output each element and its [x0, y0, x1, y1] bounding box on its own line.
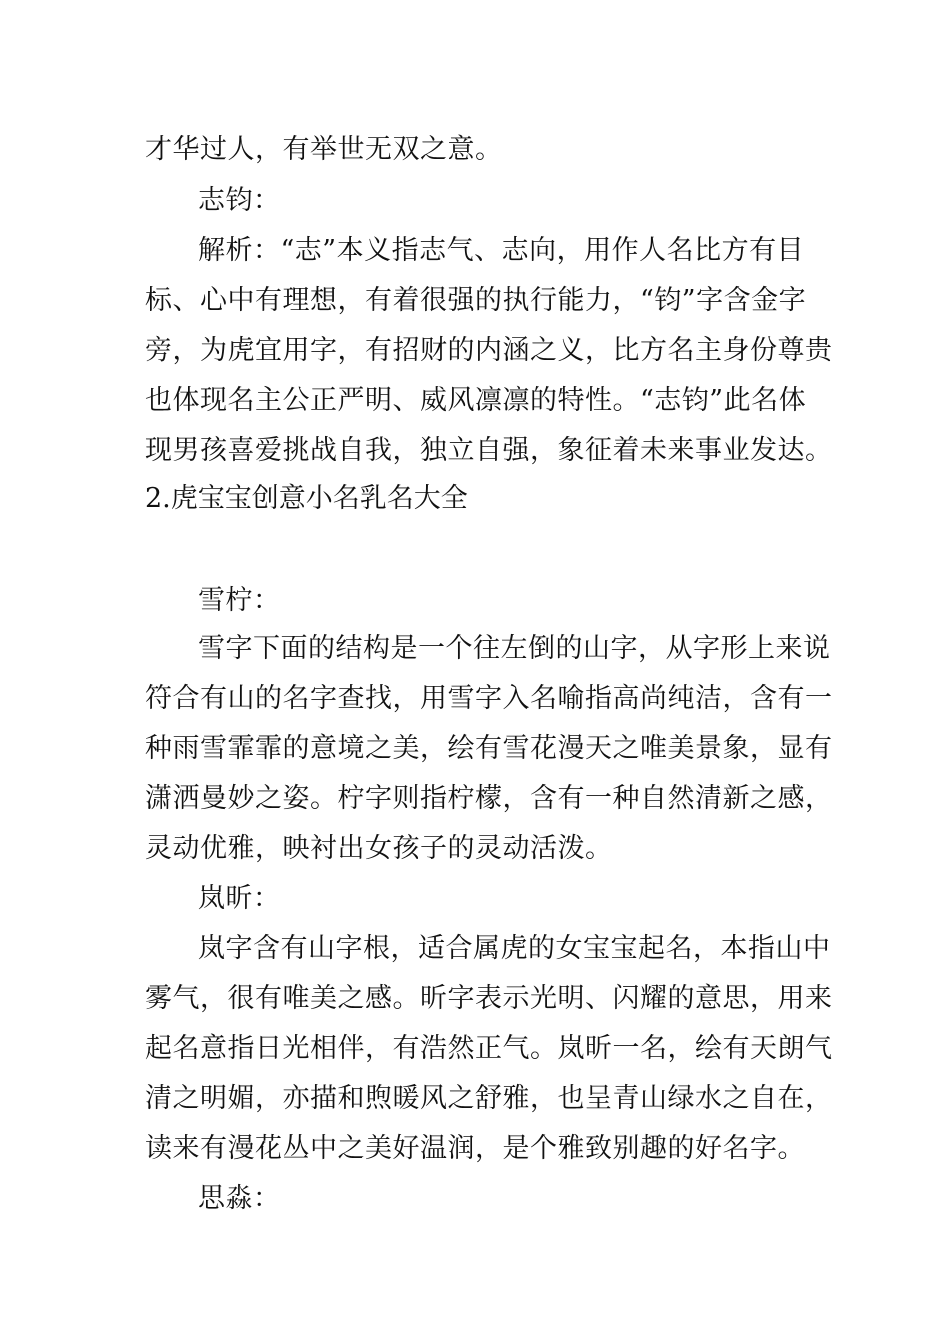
paragraph-line: 岚字含有山字根，适合属虎的女宝宝起名，本指山中: [198, 933, 831, 964]
paragraph-line: 旁，为虎宜用字，有招财的内涵之义，比方名主身份尊贵: [145, 335, 833, 366]
name-heading-lanxin: 岚昕：: [198, 883, 281, 914]
paragraph-line: 灵动优雅，映衬出女孩子的灵动活泼。: [145, 833, 613, 864]
section-heading: 2.虎宝宝创意小名乳名大全: [145, 483, 468, 514]
name-heading-zhijun: 志钧：: [198, 185, 281, 216]
paragraph-line: 雾气，很有唯美之感。昕字表示光明、闪耀的意思，用来: [145, 983, 833, 1014]
name-heading-xuening: 雪柠：: [198, 585, 281, 616]
paragraph-line: 标、心中有理想，有着很强的执行能力，“钧”字含金字: [145, 285, 807, 316]
paragraph-line: 解析：“志”本义指志气、志向，用作人名比方有目: [198, 235, 805, 266]
paragraph-line: 起名意指日光相伴，有浩然正气。岚昕一名，绘有天朗气: [145, 1033, 833, 1064]
paragraph-line: 种雨雪霏霏的意境之美，绘有雪花漫天之唯美景象，显有: [145, 733, 833, 764]
paragraph-line: 现男孩喜爱挑战自我，独立自强，象征着未来事业发达。: [145, 435, 833, 466]
paragraph-line: 清之明媚，亦描和煦暖风之舒雅，也呈青山绿水之自在，: [145, 1083, 833, 1114]
paragraph-line: 才华过人，有举世无双之意。: [145, 134, 503, 165]
paragraph-line: 符合有山的名字查找，用雪字入名喻指高尚纯洁，含有一: [145, 683, 833, 714]
paragraph-line: 也体现名主公正严明、威风凛凛的特性。“志钧”此名体: [145, 385, 807, 416]
name-heading-simiao: 思淼：: [198, 1183, 281, 1214]
paragraph-line: 读来有漫花丛中之美好温润，是个雅致别趣的好名字。: [145, 1133, 805, 1164]
paragraph-line: 潇洒曼妙之姿。柠字则指柠檬，含有一种自然清新之感，: [145, 783, 833, 814]
paragraph-line: 雪字下面的结构是一个往左倒的山字，从字形上来说: [198, 633, 831, 664]
